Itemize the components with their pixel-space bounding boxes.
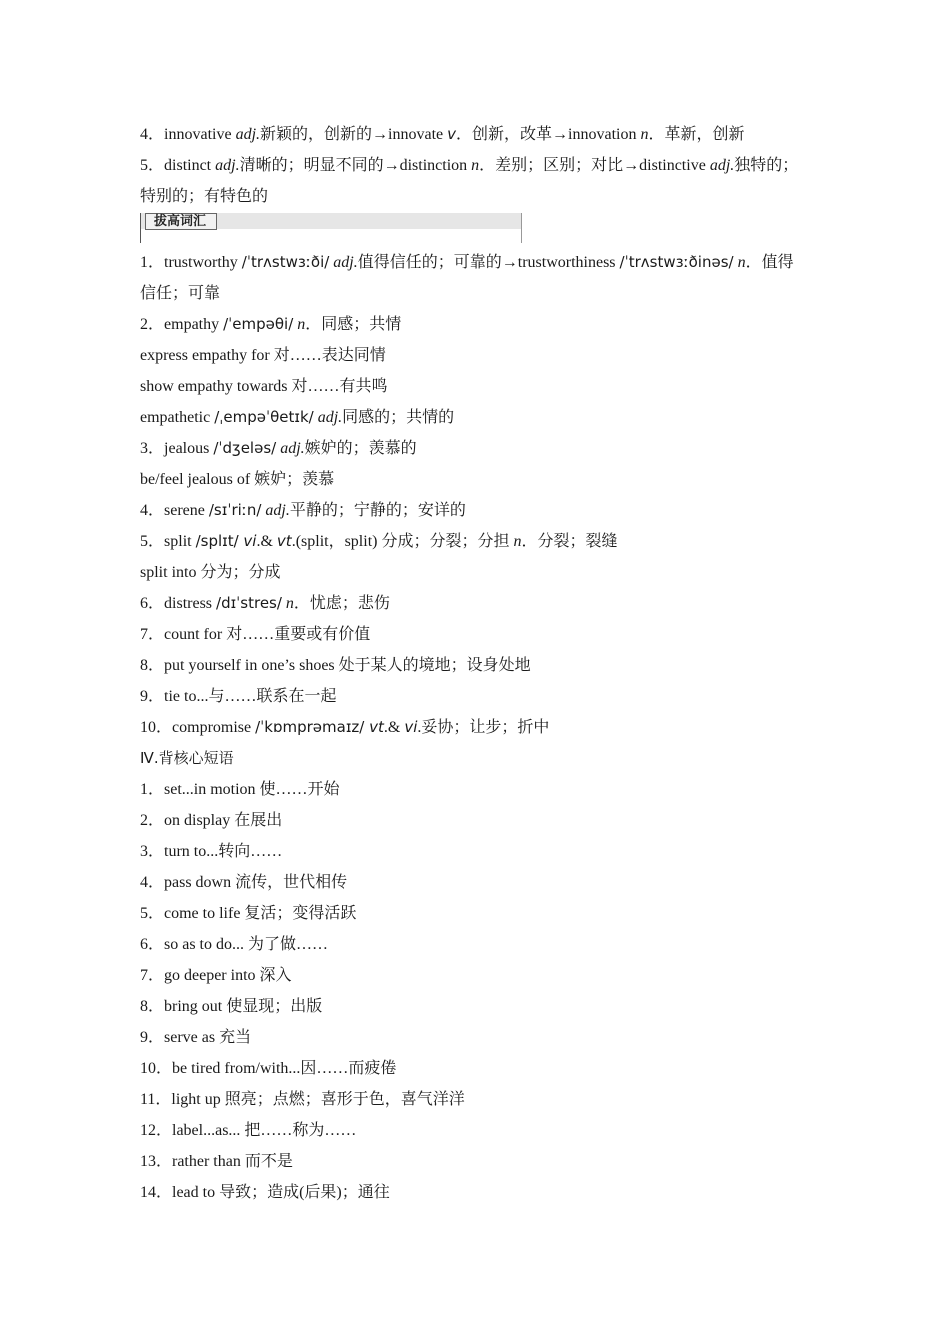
definition: ．值得信任；可靠 xyxy=(140,254,794,302)
vocab-item-put-yourself: 8．put yourself in one’s shoes 处于某人的境地；设身处地 xyxy=(140,657,531,674)
definition: ．革新，创新 xyxy=(648,126,745,143)
phrase-item: 9．serve as 充当 xyxy=(140,1029,252,1046)
phrase-item: 10．be tired from/with...因……而疲倦 xyxy=(140,1060,397,1077)
phrase-line: express empathy for 对……表达同情 xyxy=(140,347,386,364)
definition: .妥协；让步；折中 xyxy=(417,719,550,736)
headword: distress xyxy=(164,595,217,612)
phrase-line: show empathy towards 对……有共鸣 xyxy=(140,378,388,395)
vocab-item-innovative xyxy=(140,119,820,150)
vocab-item-jealous xyxy=(140,433,820,464)
definition: ．分裂；裂缝 xyxy=(521,533,618,550)
phonetic: /ˈempəθi/ xyxy=(223,315,294,333)
document-page xyxy=(140,119,820,1208)
part-of-speech: vt xyxy=(276,532,292,550)
part-of-speech: adj. xyxy=(276,440,305,457)
item-number: 3． xyxy=(140,440,165,457)
definition: ．同感；共情 xyxy=(305,316,402,333)
phrase-line: be/feel jealous of 嫉妒；羡慕 xyxy=(140,471,335,488)
part-of-speech: n xyxy=(733,254,746,271)
item-number: 6． xyxy=(140,595,165,612)
phonetic: /dɪˈstres/ xyxy=(216,594,282,612)
item-number: 5． xyxy=(140,533,165,550)
headword: split xyxy=(164,533,196,550)
phrase-item: 12．label...as... 把……称为…… xyxy=(140,1122,357,1139)
phrase-item: 1．set...in motion 使……开始 xyxy=(140,781,340,798)
headword: empathetic xyxy=(140,409,215,426)
definition: 值得信任的；可靠的→trustworthiness xyxy=(357,254,620,271)
item-number: 5． xyxy=(140,157,165,174)
phonetic: /sɪˈriːn/ xyxy=(208,501,262,519)
item-number: 4． xyxy=(140,126,165,143)
phrase-item: 14．lead to 导致；造成(后果)；通往 xyxy=(140,1184,390,1201)
definition: .(split，split) 分成；分裂；分担 xyxy=(291,533,514,550)
phrase-item: 8．bring out 使显现；出版 xyxy=(140,998,323,1015)
separator: .& xyxy=(256,533,277,550)
headword: trustworthy xyxy=(164,254,242,271)
vocab-item-split xyxy=(140,526,820,557)
phrase-item: 6．so as to do... 为了做…… xyxy=(140,936,329,953)
definition: 新颖的，创新的→innovate xyxy=(260,126,448,143)
definition: 独特的；特别的；有特色的 xyxy=(140,157,799,205)
phrase-line: split into 分为；分成 xyxy=(140,564,281,581)
item-number: 1． xyxy=(140,254,165,271)
vocab-item-serene xyxy=(140,495,820,526)
definition: ．差别；区别；对比→distinctive xyxy=(479,157,710,174)
part-of-speech: n xyxy=(640,126,649,143)
item-number: 4． xyxy=(140,502,165,519)
part-of-speech: adj. xyxy=(215,157,240,174)
headword: jealous xyxy=(164,440,214,457)
headword: compromise xyxy=(172,719,256,736)
vocab-item-distress xyxy=(140,588,820,619)
phrase-item: 5．come to life 复活；变得活跃 xyxy=(140,905,357,922)
part-of-speech: n xyxy=(281,595,294,612)
phonetic: /ˈtrʌstwɜːði/ xyxy=(241,253,330,271)
part-of-speech: vi xyxy=(238,532,257,550)
phonetic: /ˌempəˈθetɪk/ xyxy=(214,408,314,426)
definition: 清晰的；明显不同的→distinction xyxy=(239,157,472,174)
part-of-speech: v xyxy=(447,125,457,143)
definition: 同感的；共情的 xyxy=(342,409,455,426)
vocab-item-trustworthy xyxy=(140,247,802,309)
banner-label: 拔高词汇 xyxy=(145,213,217,230)
vocab-item-count-for: 7．count for 对……重要或有价值 xyxy=(140,626,371,643)
headword: distinct xyxy=(164,157,216,174)
derivative-empathetic xyxy=(140,402,820,433)
part-of-speech: vi xyxy=(404,718,418,736)
phrase-item: 3．turn to...转向…… xyxy=(140,843,283,860)
part-of-speech: adj. xyxy=(261,502,290,519)
phrase-item: 4．pass down 流传，世代相传 xyxy=(140,874,348,891)
part-of-speech: vt xyxy=(364,718,384,736)
phrase-item: 7．go deeper into 深入 xyxy=(140,967,292,984)
headword: innovative xyxy=(164,126,236,143)
phonetic: /ˈkɒmprəmaɪz/ xyxy=(255,718,365,736)
headword: empathy xyxy=(164,316,224,333)
headword: serene xyxy=(164,502,209,519)
definition: 平静的；宁静的；安详的 xyxy=(289,502,466,519)
definition: ．忧虑；悲伤 xyxy=(293,595,390,612)
phrase-item: 11．light up 照亮；点燃；喜形于色，喜气洋洋 xyxy=(140,1091,465,1108)
definition: 嫉妒的；羡慕的 xyxy=(304,440,417,457)
vocab-item-distinct xyxy=(140,150,812,212)
phrase-item: 2．on display 在展出 xyxy=(140,812,283,829)
phonetic: /splɪt/ xyxy=(195,532,239,550)
phonetic: /ˈtrʌstwɜːðinəs/ xyxy=(619,253,734,271)
phrase-list xyxy=(140,774,820,1208)
part-of-speech: adj. xyxy=(709,157,735,174)
part-of-speech: n xyxy=(471,157,480,174)
section-heading-core-phrases: Ⅳ.背核心短语 xyxy=(140,749,234,767)
vocab-item-compromise xyxy=(140,712,820,743)
definition: ．创新，改革→innovation xyxy=(456,126,641,143)
part-of-speech: n xyxy=(513,533,522,550)
part-of-speech: n xyxy=(293,316,306,333)
part-of-speech: adj. xyxy=(313,409,343,426)
vocab-item-empathy xyxy=(140,309,820,340)
phonetic: /ˈdʒeləs/ xyxy=(213,439,277,457)
phrase-item: 13．rather than 而不是 xyxy=(140,1153,293,1170)
section-banner xyxy=(140,213,522,243)
item-number: 2． xyxy=(140,316,165,333)
part-of-speech: adj. xyxy=(329,254,358,271)
vocab-item-tie-to: 9．tie to...与……联系在一起 xyxy=(140,688,337,705)
part-of-speech: adj. xyxy=(235,126,261,143)
separator: .& xyxy=(383,719,405,736)
item-number: 10． xyxy=(140,719,173,736)
